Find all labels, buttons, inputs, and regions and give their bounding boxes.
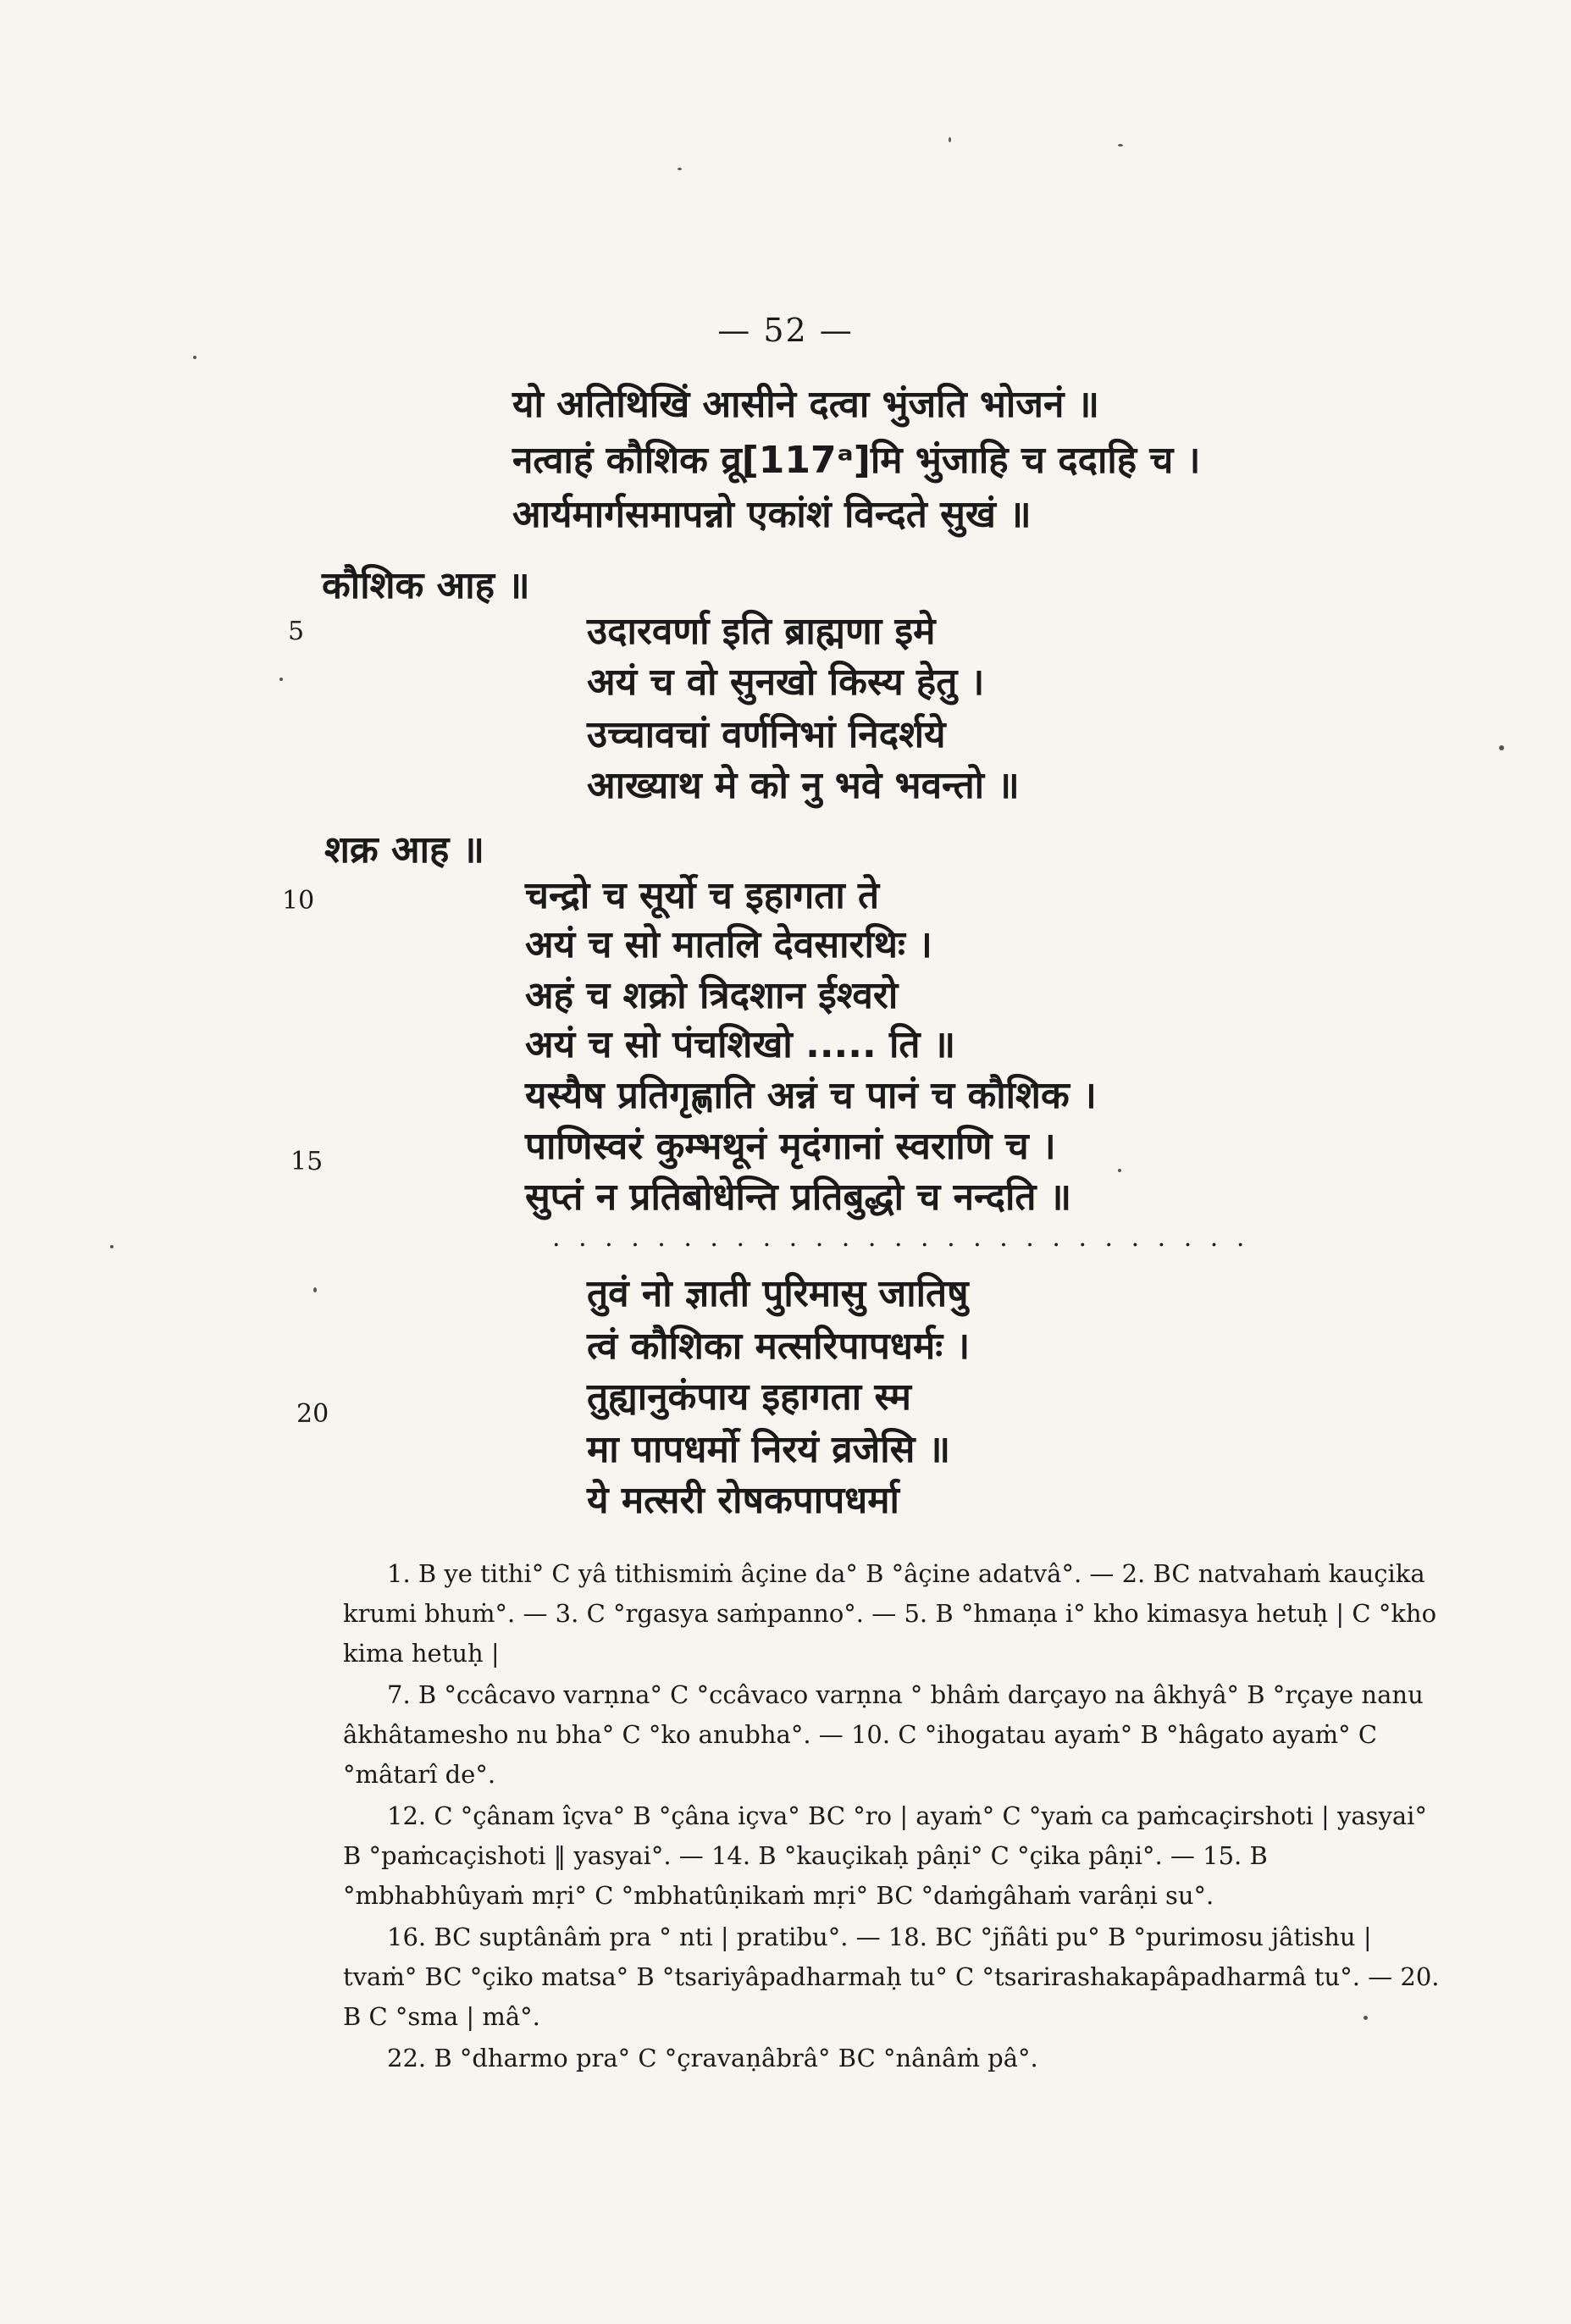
scan-speck (1118, 144, 1123, 147)
footnote-block: 7. B °ccâcavo varṇna° C °ccâvaco varṇna ° bhâṁ darçayo na âkhyâ° B °rçaye nanu âkhâtamesho nu bha° C °ko anubha°. — 10. C °ihogatau ayaṁ° B °hâgato ayaṁ° C °mâtarî de°. (343, 1680, 1424, 1789)
verse-line-8: आख्याथ मे को नु भवे भवन्तो ॥ (587, 764, 1020, 807)
verse-line-11: अयं च सो मातलि देवसारथिः । (525, 923, 932, 966)
footnote-block: 22. B °dharmo pra° C °çravaṇâbrâ° BC °nânâṁ pâ°. (387, 2044, 1038, 2072)
scan-speck (1118, 1169, 1121, 1172)
verse-line-18: त्वं कौशिका मत्सरिपापधर्मः । (587, 1325, 971, 1368)
verse-line-2: नत्वाहं कौशिक व्रू[117ᵃ]मि भुंजाहि च ददाहि च । (512, 439, 1201, 482)
verse-line-15: पाणिस्वरं कुम्भथूनं मृदंगानां स्वराणि च । (525, 1125, 1056, 1168)
verse-line-13: अयं च सो पंचशिखो ..... ति ॥ (525, 1023, 956, 1066)
verse-line-14: यस्यैष प्रतिगृह्णाति अन्नं च पानं च कौशिक । (525, 1074, 1097, 1117)
verse-line-1: यो अतिथिखिं आसीने दत्वा भुंजति भोजनं ॥ (512, 383, 1100, 426)
scan-speck (678, 168, 682, 170)
verse-line-19: तुह्यानुकंपाय इहागता स्म (587, 1375, 911, 1419)
scan-speck (193, 356, 196, 359)
line-number-10: 10 (282, 886, 315, 916)
footnote-block: 1. B ye tithi° C yâ tithismiṁ âçine da° B °âçine adatvâ°. — 2. BC natvahaṁ kauçika krumi bhuṁ°. — 3. C °rgasya saṁpanno°. — 5. B °hmaṇa i° kho kimasya hetuḥ | C °kho kima hetuḥ | (343, 1559, 1437, 1668)
footnote-block: 12. C °çânam îçva° B °çâna içva° BC °ro | ayaṁ° C °yaṁ ca paṁcaçirshoti | yasyai° B °paṁcaçishoti ‖ yasyai°. — 14. B °kauçikaḥ pâṇi° C °çika pâṇi°. — 15. B °mbhabhûyaṁ mṛi° C °mbhatûṇikaṁ mṛi° BC °daṁgâhaṁ varâṇi su°. (343, 1801, 1427, 1910)
scan-speck (1364, 2016, 1368, 2020)
speaker-heading-kaushika: कौशिक आह ॥ (322, 564, 530, 607)
scan-speck (279, 678, 283, 681)
verse-line-17: तुवं नो ज्ञाती पुरिमासु जातिषु (587, 1272, 969, 1315)
verse-line-16: सुप्तं न प्रतिबोधेन्ति प्रतिबुद्धो च नन्दति ॥ (525, 1176, 1072, 1219)
lacuna-dots: . . . . . . . . . . . . . . . . . . . . . . . . . . . (552, 1223, 1250, 1253)
verse-line-21: ये मत्सरी रोषकपापधर्मा (587, 1479, 899, 1522)
verse-line-20: मा पापधर्मो निरयं व्रजेसि ॥ (587, 1428, 951, 1471)
verse-line-7: उच्चावचां वर्णनिभां निदर्शये (587, 713, 946, 756)
scan-speck (110, 1245, 113, 1248)
speaker-heading-shakra: शक्र आह ॥ (324, 828, 485, 872)
footnotes (343, 1554, 1452, 2080)
scan-speck (949, 137, 951, 142)
verse-line-3: आर्यमार्गसमापन्नो एकांशं विन्दते सुखं ॥ (512, 493, 1032, 536)
footnote-block: 16. BC suptânâṁ pra ° nti | pratibu°. — 18. BC °jñâti pu° B °purimosu jâtishu | tvaṁ° BC °çiko matsa° B °tsariyâpadharmaḥ tu° C °tsarirashakapâpadharmâ tu°. — 20. B C °sma | mâ°. (343, 1923, 1440, 2031)
scan-speck (313, 1287, 317, 1292)
line-number-5: 5 (288, 617, 305, 646)
verse-line-12: अहं च शक्रो त्रिदशान ईश्वरो (525, 974, 899, 1017)
verse-line-10: चन्द्रो च सूर्यो च इहागता ते (525, 874, 880, 917)
scan-speck (1499, 745, 1504, 750)
verse-line-6: अयं च वो सुनखो किस्य हेतु । (587, 661, 985, 704)
line-number-15: 15 (290, 1147, 324, 1176)
page-number: — 52 — (717, 312, 854, 349)
line-number-20: 20 (296, 1399, 329, 1429)
verse-line-5: उदारवर्णा इति ब्राह्मणा इमे (587, 610, 936, 653)
